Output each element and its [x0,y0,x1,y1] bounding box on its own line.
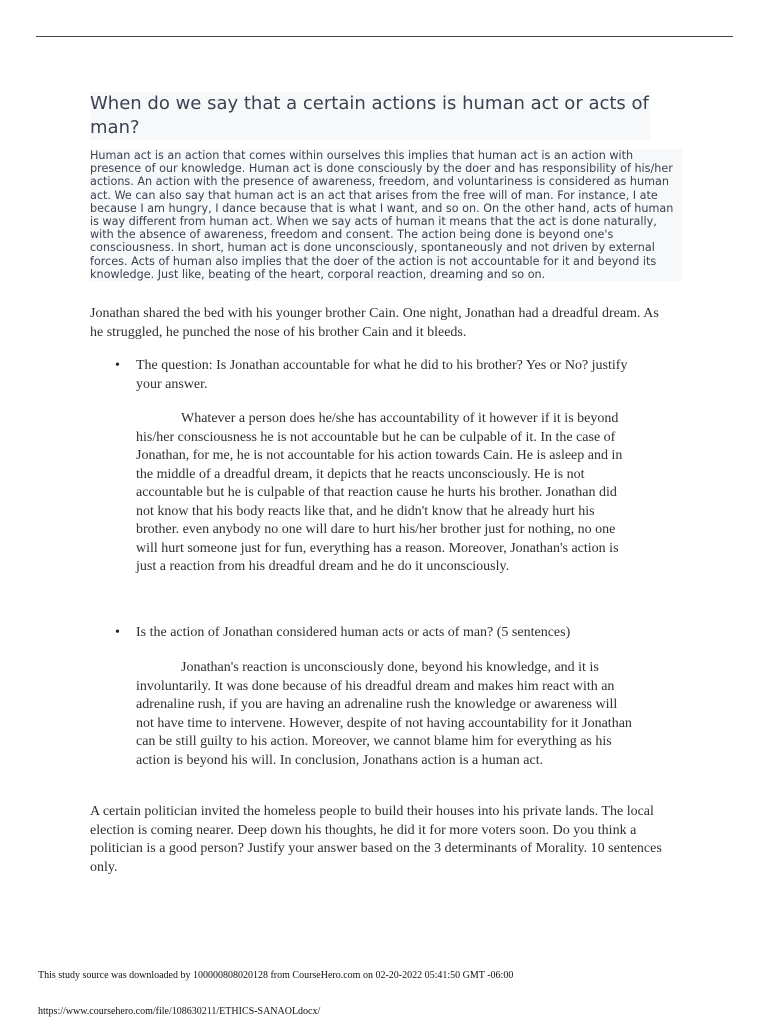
intro-paragraph: Human act is an action that comes within ourselves this implies that human act is an action with presence of our knowledge. Human act is done consciously by the doer and has responsibility of his/her actions. An action with the presence of awareness, freedom, and voluntariness is considered as human act. We can also say that human act is an act that arises from the free will of man. For instance, I ate because I am hungry, I dance because that is what I want, and so on. On the other hand, acts of human is way different from human act. When we say acts of human it means that the act is done naturally, with the absence of awareness, freedom and consent. The action being done is beyond one's consciousness. In short, human act is done unconsciously, spontaneously and not driven by external forces. Acts of human also implies that the doer of the action is not accountable for it and beyond its knowledge. Just like, beating of the heart, corporal reaction, dreaming and so on. [90,149,682,281]
top-divider [36,36,733,37]
download-source-note: This study source was downloaded by 100000808020128 from CourseHero.com on 02-20-2022 05:41:50 GMT -06:00 [38,970,514,981]
question-one: The question: Is Jonathan accountable for what he did to his brother? Yes or No? justify your answer. [136,358,628,392]
question-two: Is the action of Jonathan considered human acts or acts of man? (5 sentences) [136,625,571,640]
bullet-icon: • [115,625,120,640]
answer-two: Jonathan's reaction is unconsciously done, beyond his knowledge, and it is involuntarily. It was done because of his dreadful dream and makes him react with an adrenaline rush, if you are having an adrenaline rush the knowledge or awareness will not have time to intervene. However, despite of not having accountability for it Jonathan can be still guilty to his action. Moreover, we cannot blame him for everything as his action is beyond his will. In conclusion, Jonathans action is a human act. [136,660,632,768]
bullet-icon: • [115,358,120,373]
page-title: When do we say that a certain actions is human act or acts of man? [90,93,649,138]
case-one-paragraph: Jonathan shared the bed with his younger brother Cain. One night, Jonathan had a dreadful dream. As he struggled, he punched the nose of his brother Cain and it bleeds. [90,306,659,340]
case-two-paragraph: A certain politician invited the homeless people to build their houses into his private lands. The local election is coming nearer. Deep down his thoughts, he did it for more voters soon. Do you think a politician is a good person? Justify your answer based on the 3 determinants of Morality. 10 sentences only. [90,804,662,875]
answer-one: Whatever a person does he/she has accountability of it however if it is beyond his/her consciousness he is not accountable but he can be culpable of it. In the case of Jonathan, for me, he is not accountable for his action towards Cain. He is asleep and in the middle of a dreadful dream, it depicts that he reacts unconsciously. He is not accountable but he is culpable of that reaction cause he hurts his brother. Jonathan did not know that his body reacts like that, and he didn't know that he already hurt his brother. even anybody no one will dare to hurt his/her brother just for nothing, no one will hurt someone just for fun, everything has a reason. Moreover, Jonathan's action is just a reaction from his dreadful dream and he do it unconsciously. [136,411,623,574]
source-url-link[interactable]: https://www.coursehero.com/file/108630211/ETHICS-SANAOLdocx/ [38,1006,321,1017]
